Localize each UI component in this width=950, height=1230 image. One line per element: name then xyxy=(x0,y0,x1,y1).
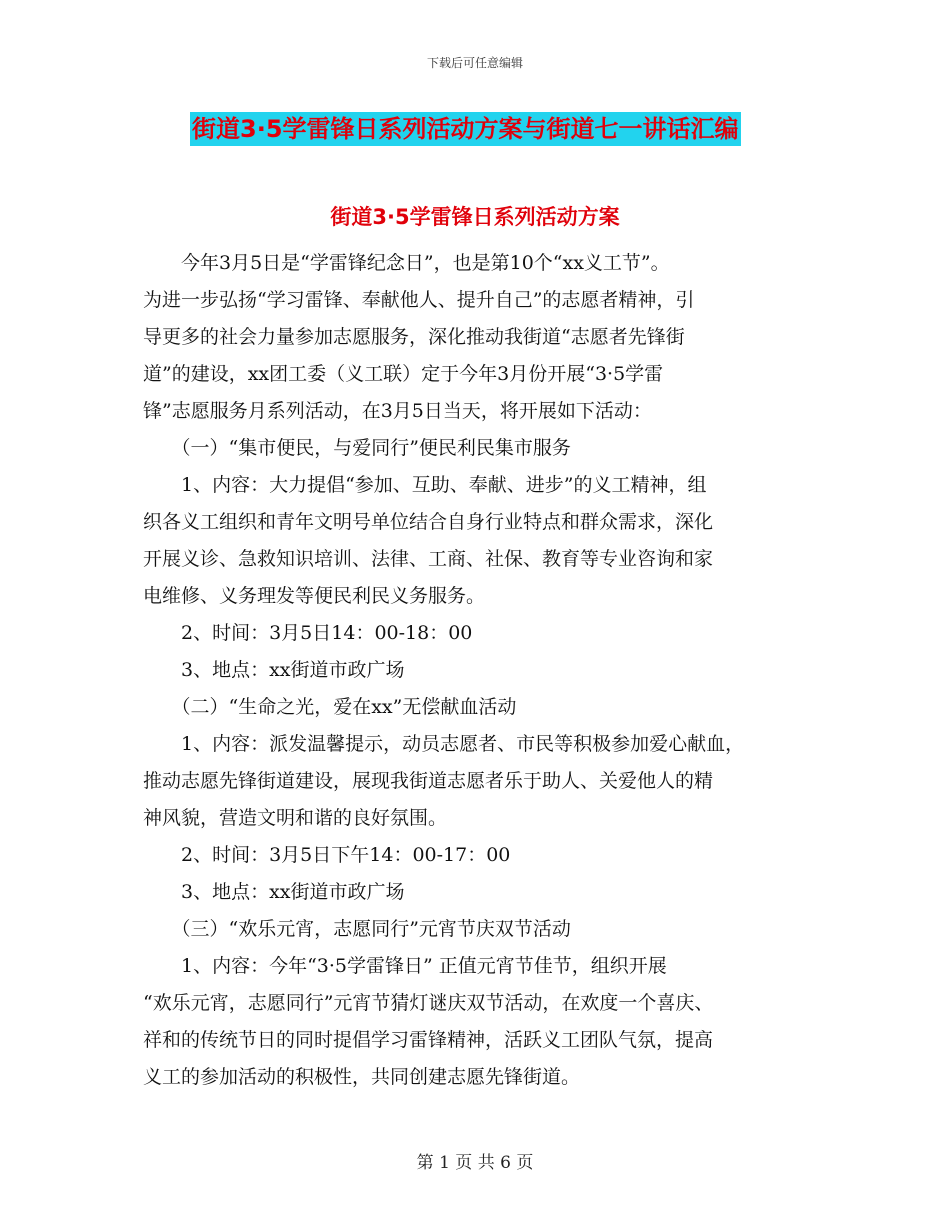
paragraph-line: 锋”志愿服务月系列活动，在3月5日当天，将开展如下活动： xyxy=(143,400,652,422)
page-number-footer: 第 1 页 共 6 页 xyxy=(416,1153,534,1173)
document-title: 街道3·5学雷锋日系列活动方案与街道七一讲话汇编 xyxy=(190,112,741,146)
subheading-line: （三）“欢乐元宵，志愿同行”元宵节庆双节活动 xyxy=(143,918,571,940)
subheading-line: （一）“集市便民，与爱同行”便民利民集市服务 xyxy=(143,437,571,459)
paragraph-line: 神风貌，营造文明和谐的良好氛围。 xyxy=(143,807,448,829)
paragraph-line: 织各义工组织和青年文明号单位结合自身行业特点和群众需求，深化 xyxy=(143,511,714,533)
paragraph-line: 1、内容：今年“3·5学雷锋日” 正值元宵节佳节，组织开展 xyxy=(143,955,667,977)
paragraph-line: 祥和的传统节日的同时提倡学习雷锋精神，活跃义工团队气氛，提高 xyxy=(143,1029,714,1051)
section-title: 街道3·5学雷锋日系列活动方案 xyxy=(330,205,620,229)
subheading-line: （二）“生命之光，爱在xx”无偿献血活动 xyxy=(143,696,517,718)
paragraph-line: 1、内容：大力提倡“参加、互助、奉献、进步”的义工精神，组 xyxy=(143,474,707,496)
paragraph-line: 2、时间：3月5日14：00-18：00 xyxy=(143,622,473,644)
paragraph-line: 开展义诊、急救知识培训、法律、工商、社保、教育等专业咨询和家 xyxy=(143,548,714,570)
paragraph-line: 道”的建设，xx团工委（义工联）定于今年3月份开展“3·5学雷 xyxy=(143,363,664,385)
paragraph-line: 3、地点：xx街道市政广场 xyxy=(143,659,405,681)
paragraph-line: 推动志愿先锋街道建设，展现我街道志愿者乐于助人、关爱他人的精 xyxy=(143,770,714,792)
paragraph-line: 为进一步弘扬“学习雷锋、奉献他人、提升自己”的志愿者精神，引 xyxy=(143,289,695,311)
body-text xyxy=(143,245,823,1096)
paragraph-line: “欢乐元宵，志愿同行”元宵节猜灯谜庆双节活动，在欢度一个喜庆、 xyxy=(143,992,714,1014)
paragraph-line: 2、时间：3月5日下午14：00-17：00 xyxy=(143,844,511,866)
paragraph-line: 3、地点：xx街道市政广场 xyxy=(143,881,405,903)
paragraph-line: 1、内容：派发温馨提示，动员志愿者、市民等积极参加爱心献血， xyxy=(143,733,745,755)
header-note: 下载后可任意编辑 xyxy=(426,56,523,70)
paragraph-line: 义工的参加活动的积极性，共同创建志愿先锋街道。 xyxy=(143,1066,581,1088)
paragraph-line: 导更多的社会力量参加志愿服务，深化推动我街道“志愿者先锋街 xyxy=(143,326,685,348)
paragraph-line: 电维修、义务理发等便民利民义务服务。 xyxy=(143,585,486,607)
paragraph-line: 今年3月5日是“学雷锋纪念日”，也是第10个“xx义工节”。 xyxy=(143,252,670,274)
